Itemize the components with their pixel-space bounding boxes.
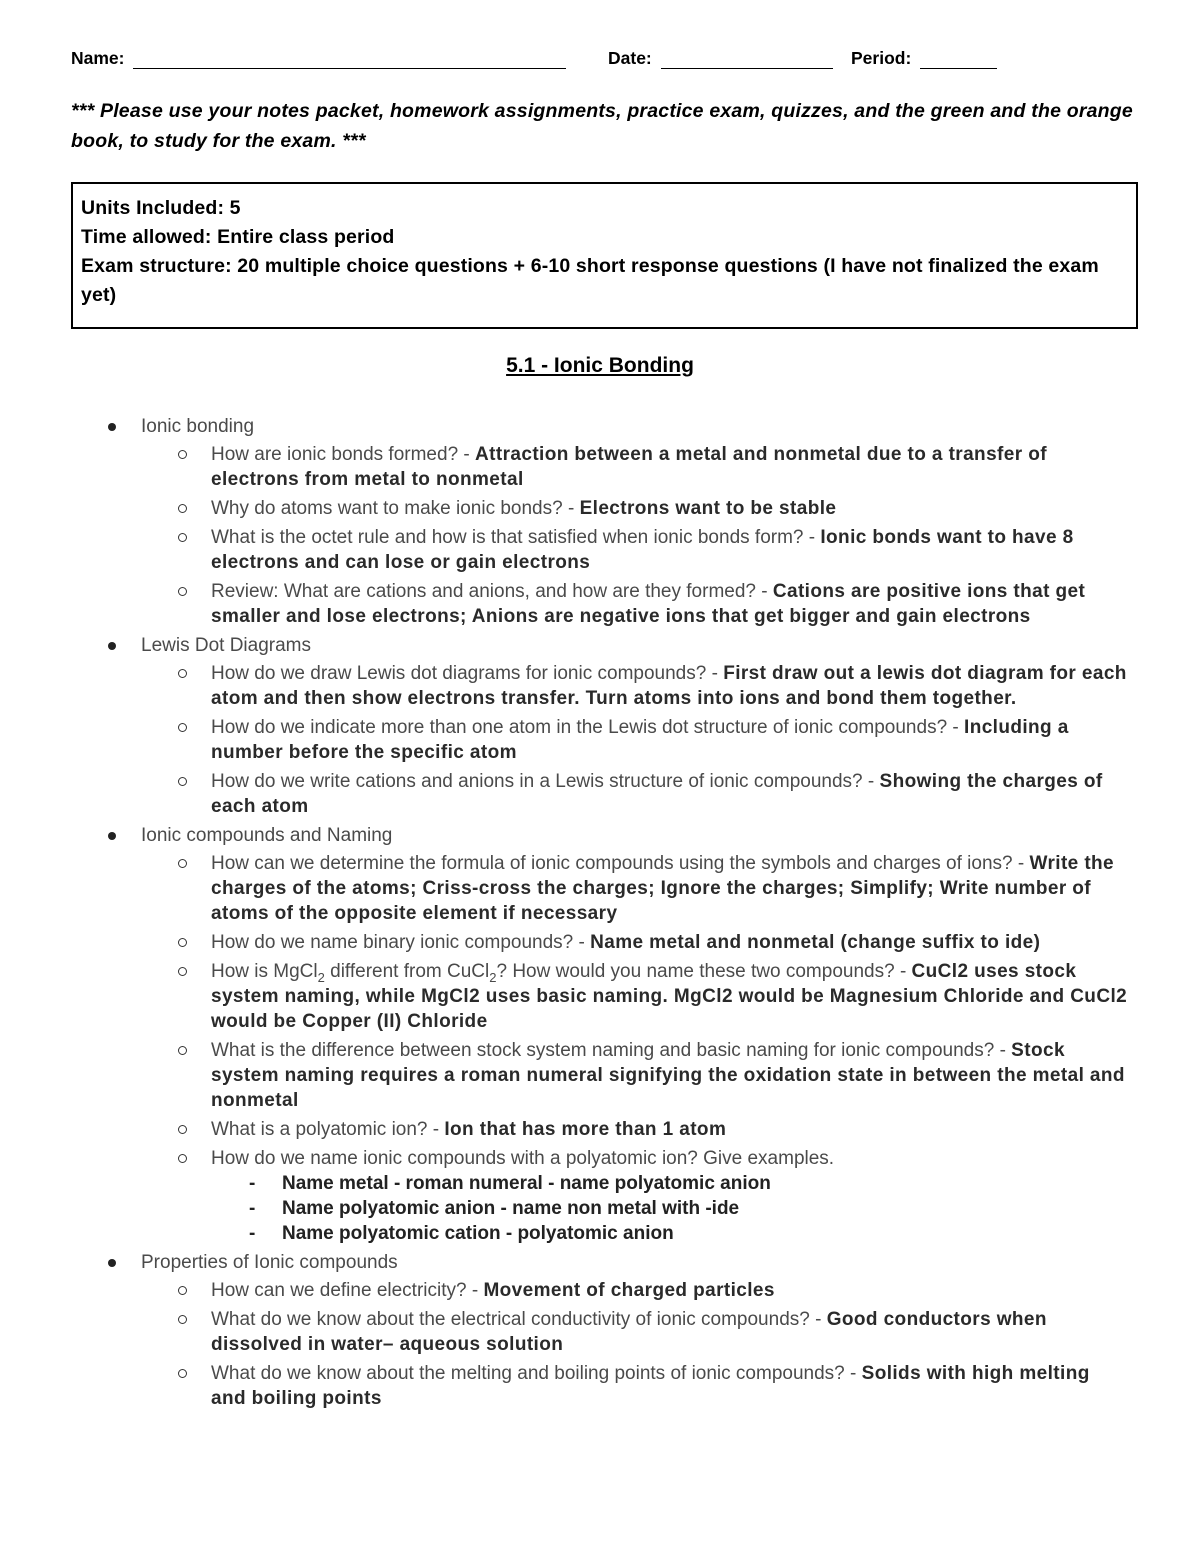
example-text: Name metal - roman numeral - name polyatomic anion: [282, 1173, 771, 1194]
question-item: [141, 769, 1200, 819]
subscript: 2: [489, 969, 497, 985]
circle-bullet-icon: [178, 859, 187, 868]
circle-bullet-icon: [178, 669, 187, 678]
circle-bullet-icon: [178, 1369, 187, 1378]
intro-instructions: *** Please use your notes packet, homework assignments, practice exam, quizzes, and the green and the orange book, to study for the exam. ***: [71, 100, 1133, 152]
question-list: [141, 661, 1200, 819]
circle-bullet-icon: [178, 967, 187, 976]
topic-item: [0, 414, 1200, 629]
question-item: [141, 930, 1200, 955]
answer-text: Movement of charged particles: [483, 1280, 775, 1301]
study-outline: [0, 414, 1200, 1415]
answer-text: Ionic bonds want to have 8 electrons and can lose or gain electrons: [211, 527, 1074, 573]
circle-bullet-icon: [178, 777, 187, 786]
example-text: Name polyatomic cation - polyatomic anion: [282, 1223, 674, 1244]
bullet-icon: [108, 642, 116, 650]
question-item: [141, 1278, 1200, 1303]
dash-icon: -: [249, 1173, 256, 1194]
question-item: [141, 496, 1200, 521]
answer-text: First draw out a lewis dot diagram for each atom and then show electrons transfer. Turn atoms into ions and bond them together.: [211, 663, 1127, 709]
example-text: Name polyatomic anion - name non metal with -ide: [282, 1198, 740, 1219]
answer-text: Including a number before the specific atom: [211, 717, 1069, 763]
time-allowed: Time allowed: Entire class period: [81, 226, 395, 248]
question-text: What do we know about the electrical conductivity of ionic compounds? -: [211, 1309, 827, 1330]
answer-text: Name metal and nonmetal (change suffix to ide): [590, 932, 1041, 953]
topic-label: Properties of Ionic compounds: [141, 1252, 398, 1273]
period-label: Period:: [851, 48, 912, 68]
topic-label: Ionic bonding: [141, 416, 255, 437]
question-item: [141, 1146, 1200, 1246]
exam-info-box: [71, 182, 1138, 329]
period-field[interactable]: [920, 68, 997, 69]
question-text: How do we write cations and anions in a Lewis structure of ionic compounds? -: [211, 771, 880, 792]
bullet-icon: [108, 423, 116, 431]
exam-structure: Exam structure: 20 multiple choice questions + 6-10 short response questions (I have not finalized the exam yet): [81, 255, 1099, 306]
question-item: [141, 1117, 1200, 1142]
question-text: What is the difference between stock system naming and basic naming for ionic compounds? -: [211, 1040, 1012, 1061]
topic-item: [0, 1250, 1200, 1411]
question-text: How are ionic bonds formed? -: [211, 444, 476, 465]
question-item: [141, 525, 1200, 575]
name-field[interactable]: [133, 68, 566, 69]
circle-bullet-icon: [178, 504, 187, 513]
question-list: [141, 851, 1200, 1246]
answer-text: Good conductors when dissolved in water– aqueous solution: [211, 1309, 1047, 1355]
circle-bullet-icon: [178, 533, 187, 542]
circle-bullet-icon: [178, 723, 187, 732]
units-included: Units Included: 5: [81, 197, 241, 219]
question-item: [141, 1361, 1200, 1411]
question-item: [141, 959, 1200, 1034]
topic-label: Ionic compounds and Naming: [141, 825, 393, 846]
question-item: [141, 579, 1200, 629]
question-item: [141, 661, 1200, 711]
question-text: What do we know about the melting and boiling points of ionic compounds? -: [211, 1363, 862, 1384]
circle-bullet-icon: [178, 1046, 187, 1055]
answer-text: Electrons want to be stable: [579, 498, 837, 519]
dash-icon: -: [249, 1198, 256, 1219]
topic-label: Lewis Dot Diagrams: [141, 635, 311, 656]
question-item: [141, 715, 1200, 765]
question-text: How do we name ionic compounds with a polyatomic ion? Give examples.: [211, 1148, 835, 1169]
date-label: Date:: [608, 48, 652, 68]
question-item: [141, 1307, 1200, 1357]
circle-bullet-icon: [178, 938, 187, 947]
question-text: How do we indicate more than one atom in the Lewis dot structure of ionic compounds? -: [211, 717, 965, 738]
dash-icon: -: [249, 1223, 256, 1244]
question-text: What is a polyatomic ion? -: [211, 1119, 445, 1140]
answer-text: Solids with high melting and boiling points: [211, 1363, 1090, 1409]
question-list: [141, 1278, 1200, 1411]
question-item: [141, 851, 1200, 926]
question-item: [141, 442, 1200, 492]
circle-bullet-icon: [178, 1154, 187, 1163]
circle-bullet-icon: [178, 450, 187, 459]
name-label: Name:: [71, 48, 125, 68]
circle-bullet-icon: [178, 1125, 187, 1134]
question-text: How do we draw Lewis dot diagrams for ionic compounds? -: [211, 663, 724, 684]
answer-text: CuCl2 uses stock system naming, while MgCl2 uses basic naming. MgCl2 would be Magnesium Chloride and CuCl2 would be Copper (II) Chloride: [211, 961, 1128, 1032]
answer-text: Attraction between a metal and nonmetal due to a transfer of electrons from metal to nonmetal: [211, 444, 1047, 490]
example-item: [211, 1196, 1128, 1221]
question-text: How can we determine the formula of ionic compounds using the symbols and charges of ions? -: [211, 853, 1030, 874]
example-item: [211, 1171, 1128, 1196]
question-text: How do we name binary ionic compounds? -: [211, 932, 591, 953]
question-text: What is the octet rule and how is that satisfied when ionic bonds form? -: [211, 527, 821, 548]
bullet-icon: [108, 832, 116, 840]
answer-text: Cations are positive ions that get smaller and lose electrons; Anions are negative ions that get bigger and gain electrons: [211, 581, 1086, 627]
answer-text: Stock system naming requires a roman numeral signifying the oxidation state in between the metal and nonmetal: [211, 1040, 1125, 1111]
bullet-icon: [108, 1259, 116, 1267]
topic-item: [0, 633, 1200, 819]
answer-text: Ion that has more than 1 atom: [444, 1119, 727, 1140]
answer-text: Showing the charges of each atom: [211, 771, 1103, 817]
question-text: How is MgCl$_2$ different from CuCl$_2$? How would you name these two compounds? -: [211, 961, 912, 985]
subscript: 2: [317, 969, 325, 985]
answer-text: Write the charges of the atoms; Criss-cross the charges; Ignore the charges; Simplify; Write number of atoms of the opposite element if necessary: [211, 853, 1115, 924]
topic-list: [0, 414, 1200, 1411]
date-field[interactable]: [661, 68, 833, 69]
example-item: [211, 1221, 1128, 1246]
header-row: [71, 46, 1140, 72]
question-text: Review: What are cations and anions, and how are they formed? -: [211, 581, 773, 602]
question-item: [141, 1038, 1200, 1113]
example-list: [211, 1171, 1128, 1246]
topic-item: [0, 823, 1200, 1246]
question-text: Why do atoms want to make ionic bonds? -: [211, 498, 580, 519]
question-text: How can we define electricity? -: [211, 1280, 484, 1301]
circle-bullet-icon: [178, 1286, 187, 1295]
circle-bullet-icon: [178, 587, 187, 596]
question-list: [141, 442, 1200, 629]
circle-bullet-icon: [178, 1315, 187, 1324]
section-title: 5.1 - Ionic Bonding: [506, 354, 694, 377]
